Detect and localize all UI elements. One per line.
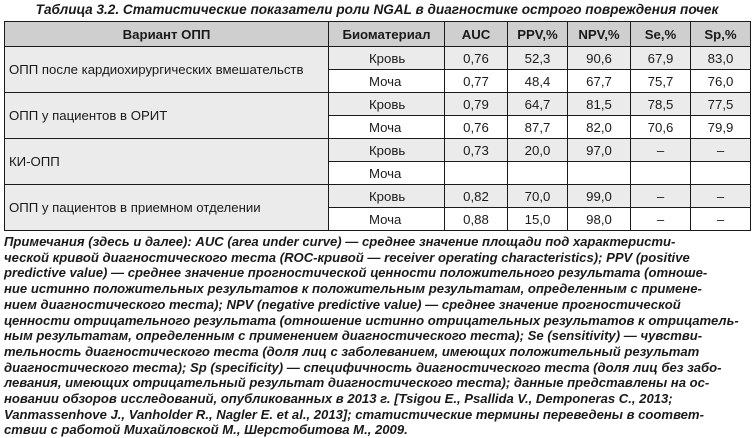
value-cell: 70,0 <box>508 185 568 208</box>
header-ppv: PPV,% <box>508 22 568 47</box>
value-cell <box>508 162 568 185</box>
value-cell <box>568 162 631 185</box>
value-cell: 83,0 <box>691 47 751 70</box>
note-line: ние истинно положительных результатов к положительным результатам, определенным с примене- <box>4 281 702 297</box>
value-cell <box>445 162 508 185</box>
value-cell: 0,77 <box>445 70 508 93</box>
value-cell: 97,0 <box>568 139 631 162</box>
header-auc: AUC <box>445 22 508 47</box>
biomaterial-cell: Кровь <box>329 185 445 208</box>
value-cell <box>631 162 691 185</box>
value-cell: 20,0 <box>508 139 568 162</box>
value-cell: 0,79 <box>445 93 508 116</box>
note-line: Vanmassenhove J., Vanholder R., Nagler E. et al., 2013]; статистические термины переведены в соответ- <box>4 406 704 422</box>
value-cell: 79,9 <box>691 116 751 139</box>
value-cell <box>691 162 751 185</box>
value-cell: 15,0 <box>508 208 568 231</box>
value-cell: 0,76 <box>445 116 508 139</box>
note-line: Примечания (здесь и далее): AUC (area under curve) — среднее значение площади под характеристи- <box>4 234 676 249</box>
value-cell: – <box>691 139 751 162</box>
value-cell: 67,9 <box>631 47 691 70</box>
biomaterial-cell: Кровь <box>329 47 445 70</box>
value-cell: 87,7 <box>508 116 568 139</box>
table-row <box>5 139 751 162</box>
value-cell: 82,0 <box>568 116 631 139</box>
value-cell: – <box>691 208 751 231</box>
table-row <box>5 47 751 70</box>
note-line: ствии с работой Михайловской М., Шерстобитова М., 2009. <box>4 422 408 438</box>
value-cell: 67,7 <box>568 70 631 93</box>
table-row <box>5 185 751 208</box>
biomaterial-cell: Моча <box>329 162 445 185</box>
note-line: ческой кривой диагностического теста (ROC-кривой — receiver operating characteristics); PPV (positive <box>4 249 690 265</box>
value-cell: – <box>631 139 691 162</box>
biomaterial-cell: Моча <box>329 70 445 93</box>
note-line: тельность диагностического теста (доля лиц с заболеванием, имеющих положительный результат <box>4 343 700 359</box>
header-row <box>5 22 751 47</box>
value-cell: 0,76 <box>445 47 508 70</box>
value-cell: 0,88 <box>445 208 508 231</box>
value-cell: 70,6 <box>631 116 691 139</box>
note-line: predictive value) — среднее значение прогностической ценности положительного результата (отноше- <box>4 265 708 281</box>
biomaterial-cell: Моча <box>329 116 445 139</box>
header-variant: Вариант ОПП <box>5 22 329 47</box>
value-cell: – <box>691 185 751 208</box>
header-se: Se,% <box>631 22 691 47</box>
value-cell: 52,3 <box>508 47 568 70</box>
value-cell: 81,5 <box>568 93 631 116</box>
note-line: ным результатам, определенным с применением диагностического теста); Se (sensitivity) — чувстви- <box>4 328 703 344</box>
value-cell: 77,5 <box>691 93 751 116</box>
variant-cell: ОПП у пациентов в приемном отделении <box>5 185 329 231</box>
note-line: новании обзоров исследований, опубликованных в 2013 г. [Tsigou E., Psallida V., Demponeras C., 2013; <box>4 391 673 407</box>
table-notes <box>4 234 750 438</box>
note-line: ценности отрицательного результата (отношение истинно отрицательных результатов к отрицатель- <box>4 312 739 328</box>
note-line: нием диагностического теста); NPV (negative predictive value) — среднее значение прогностической <box>4 296 681 312</box>
value-cell: – <box>631 208 691 231</box>
value-cell: 48,4 <box>508 70 568 93</box>
variant-cell: КИ-ОПП <box>5 139 329 185</box>
variant-cell: ОПП после кардиохирургических вмешательств <box>5 47 329 93</box>
value-cell: 99,0 <box>568 185 631 208</box>
value-cell: 98,0 <box>568 208 631 231</box>
value-cell: 0,73 <box>445 139 508 162</box>
value-cell: 64,7 <box>508 93 568 116</box>
value-cell: 0,82 <box>445 185 508 208</box>
value-cell: 75,7 <box>631 70 691 93</box>
biomaterial-cell: Моча <box>329 208 445 231</box>
note-line: диагностического теста); Sp (specificity) — специфичность диагностического теста (доля лиц без забо- <box>4 359 722 375</box>
value-cell: – <box>631 185 691 208</box>
biomaterial-cell: Кровь <box>329 139 445 162</box>
variant-cell: ОПП у пациентов в ОРИТ <box>5 93 329 139</box>
table-row <box>5 93 751 116</box>
value-cell: 90,6 <box>568 47 631 70</box>
statistics-table <box>4 21 751 231</box>
header-biomaterial: Биоматериал <box>329 22 445 47</box>
table-title: Таблица 3.2. Статистические показатели роли NGAL в диагностике острого повреждения почек <box>35 2 719 17</box>
header-npv: NPV,% <box>568 22 631 47</box>
note-line: левания, имеющих отрицательный результат диагностического теста); данные представлены на ос- <box>4 375 710 391</box>
value-cell: 78,5 <box>631 93 691 116</box>
biomaterial-cell: Кровь <box>329 93 445 116</box>
header-sp: Sp,% <box>691 22 751 47</box>
value-cell: 76,0 <box>691 70 751 93</box>
